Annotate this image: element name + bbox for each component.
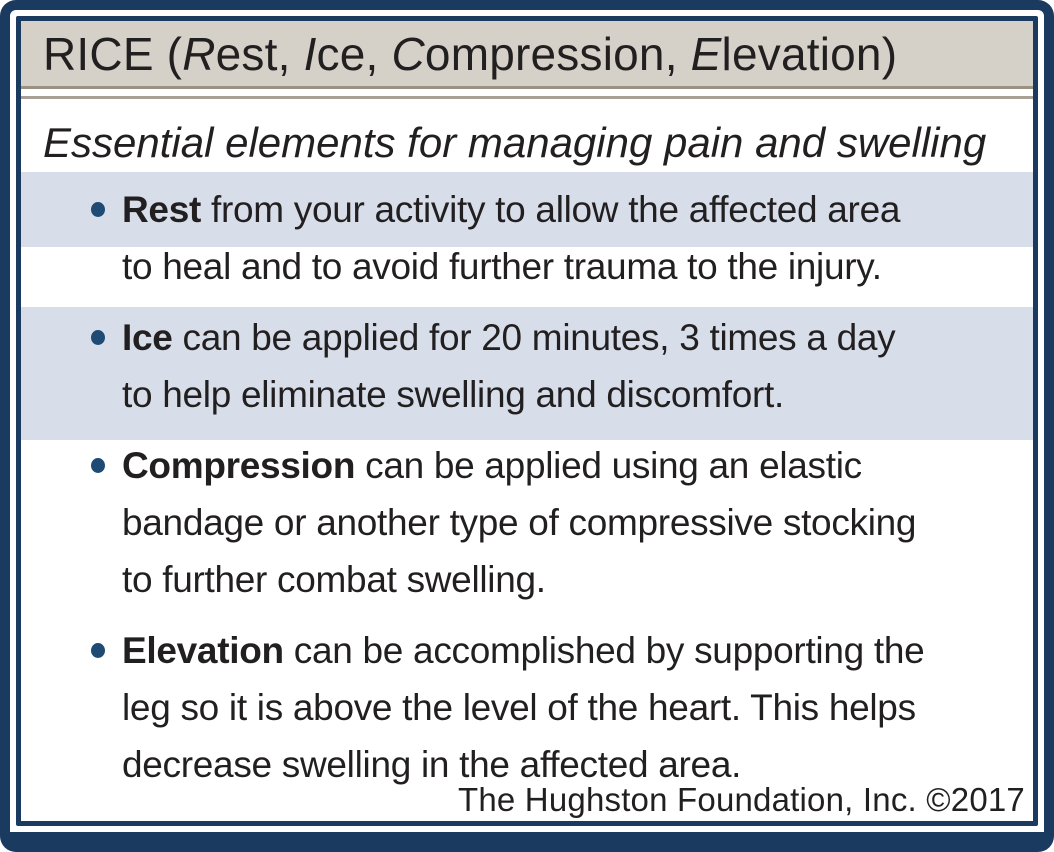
bullet-dot-icon bbox=[91, 643, 105, 658]
bullet-term-elevation: Elevation bbox=[122, 630, 284, 671]
bullet-term-ice: Ice bbox=[122, 317, 173, 358]
card-header bbox=[21, 21, 1033, 89]
title-initial-c: C bbox=[391, 27, 425, 80]
bullet-line bbox=[122, 437, 916, 494]
bullet-line: to help eliminate swelling and discomfort. bbox=[122, 374, 784, 415]
card-title bbox=[43, 27, 897, 81]
bullet-line-text: can be applied using an elastic bbox=[355, 445, 862, 486]
bullet-line-text: from your activity to allow the affected area bbox=[201, 189, 901, 230]
bullet-text-ice bbox=[122, 309, 895, 423]
card-subtitle: Essential elements for managing pain and swelling bbox=[43, 119, 987, 166]
bullet-line-text: can be accomplished by supporting the bbox=[283, 630, 925, 671]
bullet-item-ice bbox=[91, 309, 1033, 423]
bullet-line bbox=[122, 181, 900, 238]
bullet-line-text: can be applied for 20 minutes, 3 times a day bbox=[172, 317, 896, 358]
title-word-elevation: levation) bbox=[721, 27, 898, 80]
bullet-item-rest bbox=[91, 181, 1033, 295]
title-initial-i: I bbox=[303, 27, 317, 80]
bullet-item-elevation bbox=[91, 622, 1033, 793]
rice-card-content bbox=[21, 21, 1033, 821]
bullet-text-rest bbox=[122, 181, 900, 295]
header-divider-rule bbox=[21, 96, 1033, 99]
bullet-dot-icon bbox=[91, 202, 105, 217]
bullet-term-compression: Compression bbox=[122, 445, 356, 486]
bullet-line: leg so it is above the level of the heart. This helps bbox=[122, 687, 916, 728]
bullet-line: bandage or another type of compressive stocking bbox=[122, 502, 917, 543]
title-initial-r: R bbox=[182, 27, 216, 80]
bullet-dot-icon bbox=[91, 330, 105, 345]
bullet-item-compression bbox=[91, 437, 1033, 608]
bullet-line: decrease swelling in the affected area. bbox=[122, 744, 742, 785]
bullet-line: to further combat swelling. bbox=[122, 559, 546, 600]
bullet-dot-icon bbox=[91, 458, 105, 473]
bullet-line bbox=[122, 309, 895, 366]
title-word-ice: ce, bbox=[316, 27, 392, 80]
title-word-compression: ompression, bbox=[424, 27, 691, 80]
bullet-line: to heal and to avoid further trauma to the injury. bbox=[122, 246, 882, 287]
bullet-term-rest: Rest bbox=[122, 189, 201, 230]
copyright-credit: The Hughston Foundation, Inc. ©2017 bbox=[457, 781, 1025, 818]
bullet-text-compression bbox=[122, 437, 916, 608]
rice-card-inner-border bbox=[16, 16, 1038, 826]
bullet-line bbox=[122, 622, 924, 679]
bullet-text-elevation bbox=[122, 622, 924, 793]
title-word-rest: est, bbox=[215, 27, 304, 80]
bullet-list bbox=[21, 181, 1033, 793]
title-prefix: RICE ( bbox=[43, 27, 183, 80]
title-initial-e: E bbox=[690, 27, 722, 80]
